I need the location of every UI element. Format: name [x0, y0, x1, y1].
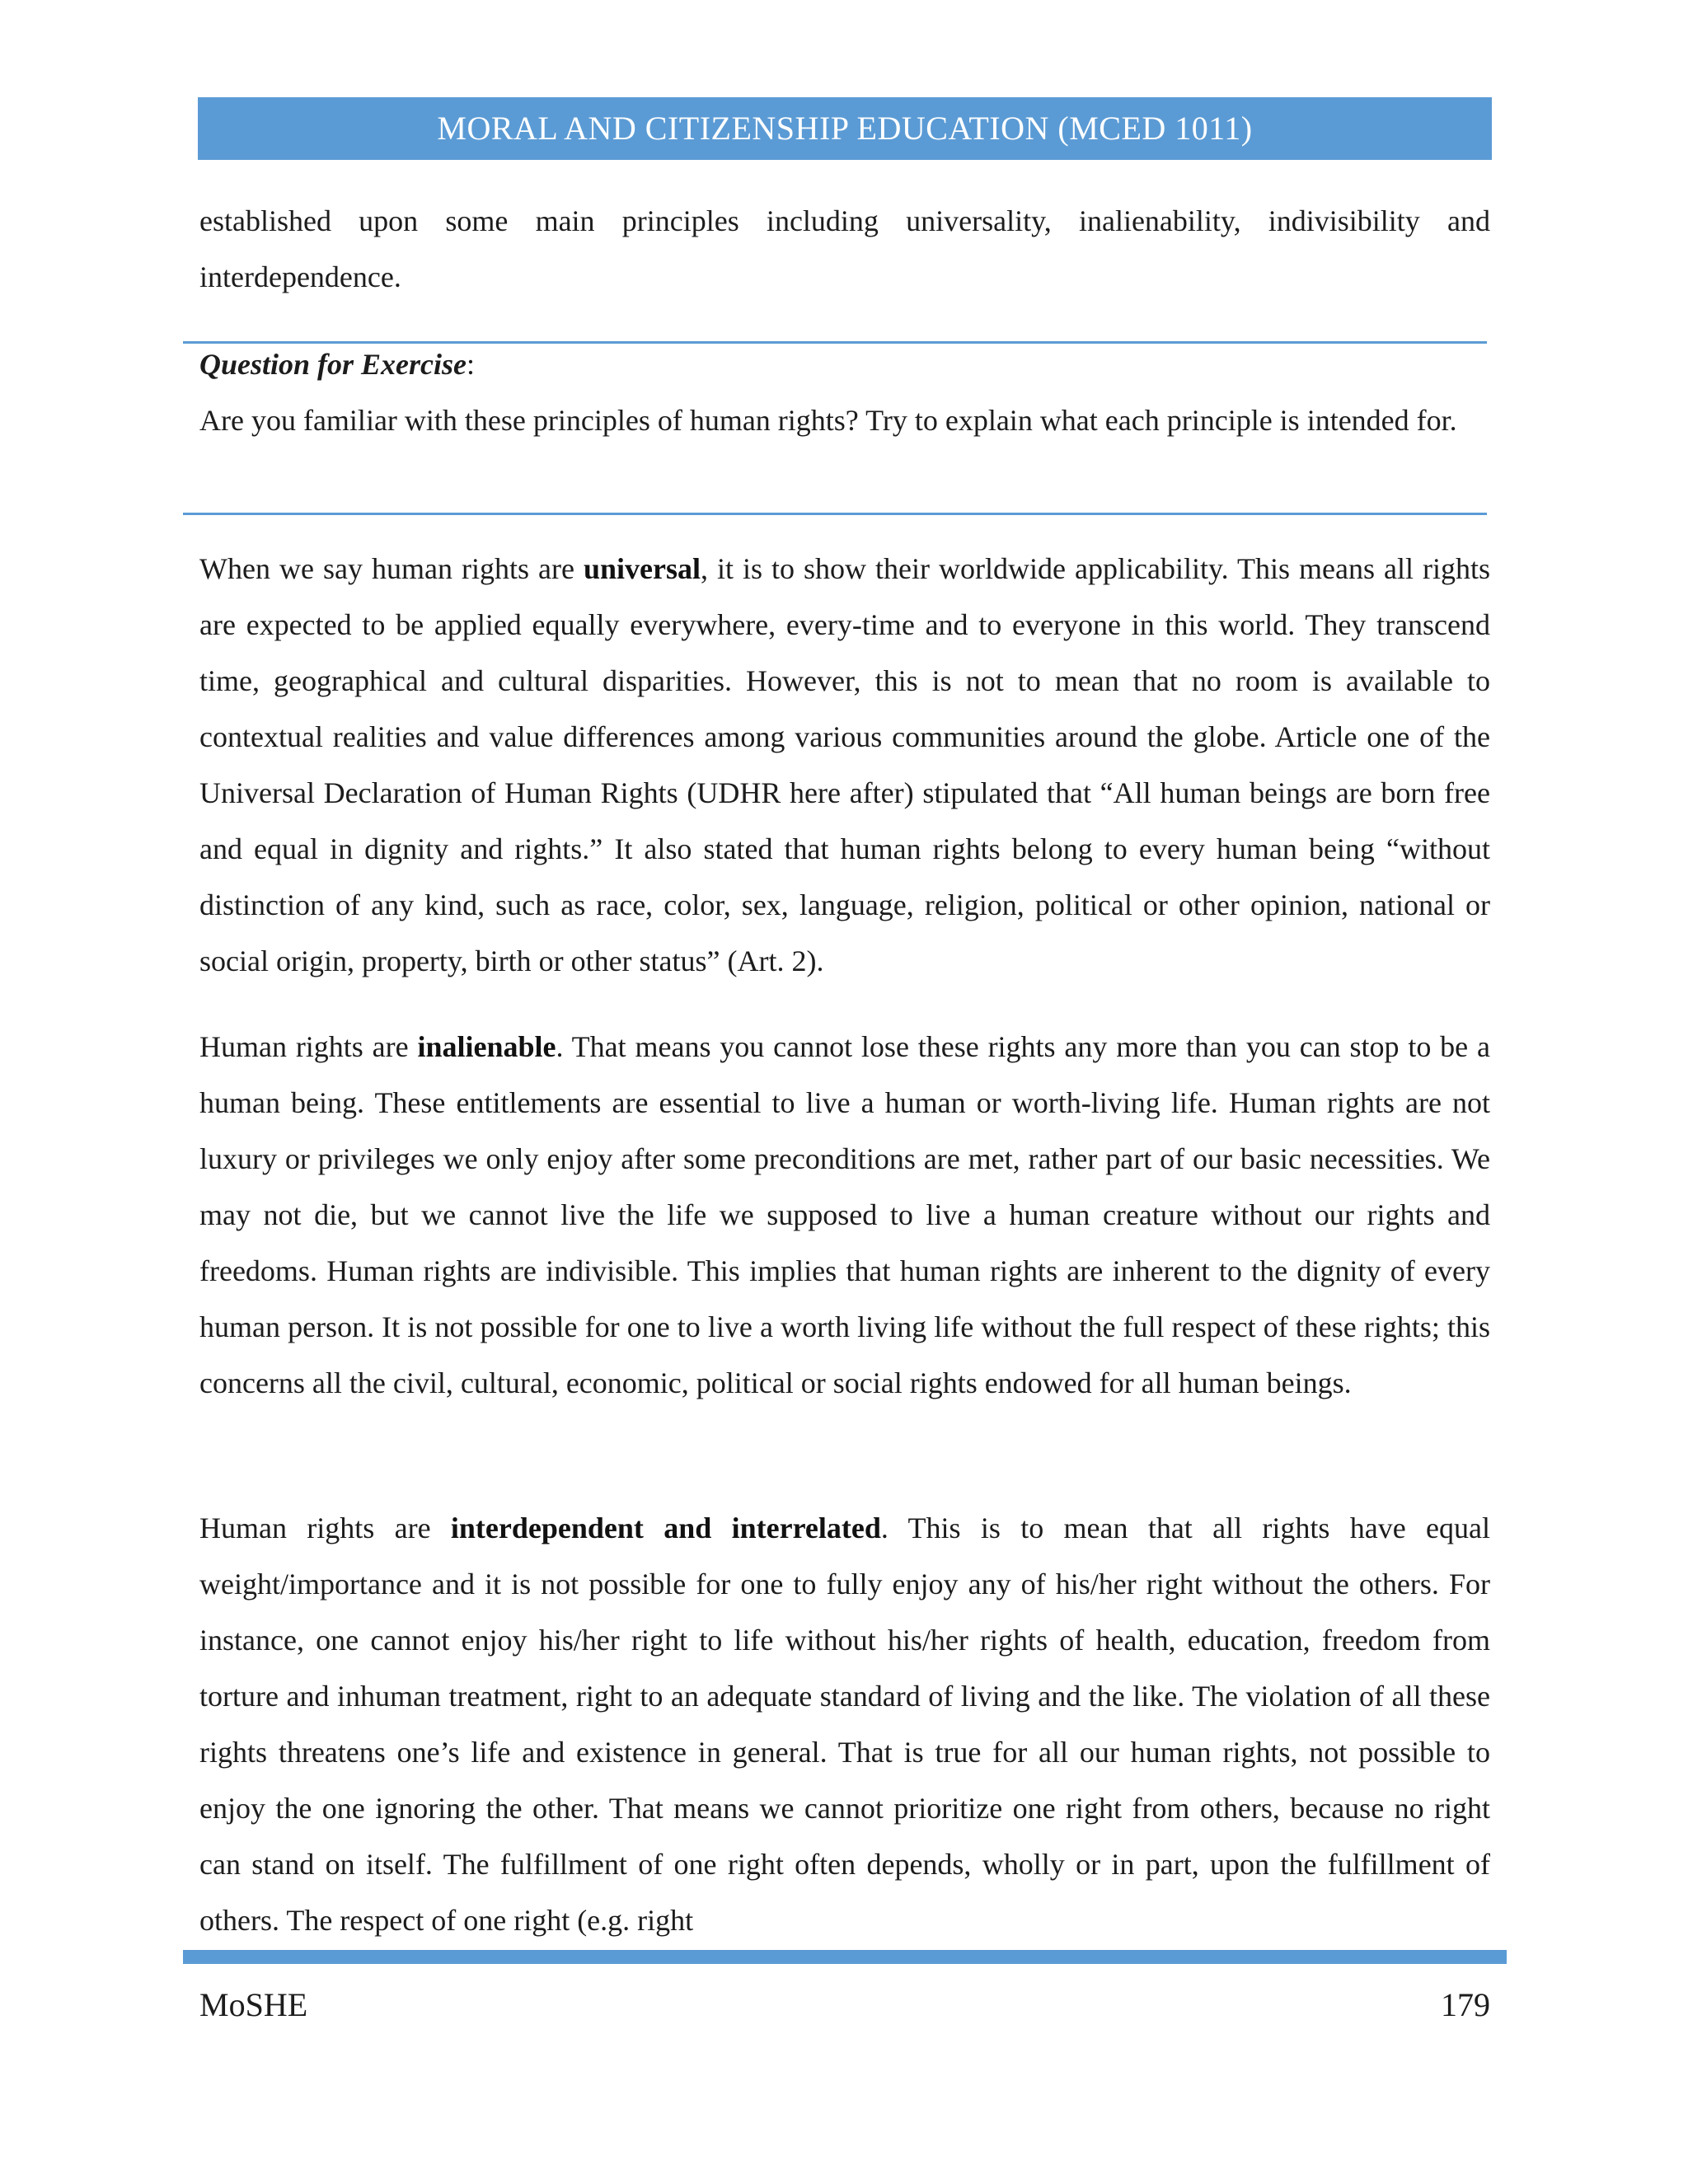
page-number: 179 — [1441, 1986, 1490, 2023]
interdependent-bold: interdependent and interrelated — [450, 1511, 881, 1544]
footer-rule — [183, 1950, 1507, 1964]
interdependent-text — [199, 1500, 1490, 1948]
exercise-heading — [199, 336, 1490, 392]
exercise-box — [199, 336, 1490, 448]
exercise-colon: : — [467, 348, 476, 381]
header-title: MORAL AND CITIZENSHIP EDUCATION (MCED 1011) — [437, 110, 1253, 147]
inalienable-bold: inalienable — [417, 1030, 556, 1063]
inalienable-paragraph — [199, 1019, 1490, 1411]
footer-publisher: MoSHE — [199, 1986, 308, 2023]
intro-paragraph — [199, 193, 1490, 305]
exercise-bottom-rule — [183, 513, 1487, 515]
inalienable-pre: Human rights are — [199, 1030, 418, 1063]
interdependent-pre: Human rights are — [199, 1511, 451, 1544]
exercise-question: Are you familiar with these principles of human rights? Try to explain what each principle is intended for. — [199, 404, 1457, 437]
interdependent-post: . This is to mean that all rights have equal weight/importance and it is not possible for one to fully enjoy any of his/her right without the others. For instance, one cannot enjoy his/her right to life without his/her rights of health, education, freedom from torture and inhuman treatment, right to an adequate standard of living and the like. The violation of all these rights threatens one’s life and existence in general. That is true for all our human rights, not possible to enjoy the one ignoring the other. That means we cannot prioritize one right from others, because no right can stand on itself. The fulfillment of one right often depends, wholly or in part, upon the fulfillment of others. The respect of one right (e.g. right — [199, 1511, 1490, 1937]
universal-post: , it is to show their worldwide applicability. This means all rights are expected to be applied equally everywhere, every-time and to everyone in this world. They transcend time, geographical and cultural disparities. However, this is not to mean that no room is available to contextual realities and value differences among various communities around the globe. Article one of the Universal Declaration of Human Rights (UDHR here after) stipulated that “All human beings are born free and equal in dignity and rights.” It also stated that human rights belong to every human being “without distinction of any kind, such as race, color, sex, language, religion, political or other opinion, national or social origin, property, birth or other status” (Art. 2). — [199, 552, 1490, 977]
universal-paragraph — [199, 541, 1490, 989]
universal-bold: universal — [583, 552, 701, 585]
exercise-title: Question for Exercise — [199, 348, 467, 381]
universal-pre: When we say human rights are — [199, 552, 584, 585]
inalienable-post: . That means you cannot lose these rights any more than you can stop to be a human being. These entitlements are essential to live a human or worth-living life. Human rights are not luxury or privileges we only enjoy after some preconditions are met, rather part of our basic necessities. We may not die, but we cannot live the life we supposed to live a human creature without our rights and freedoms. Human rights are indivisible. This implies that human rights are inherent to the dignity of every human person. It is not possible for one to live a worth living life without the full respect of these rights; this concerns all the civil, cultural, economic, political or social rights endowed for all human beings. — [199, 1030, 1490, 1399]
interdependent-paragraph — [199, 1500, 1490, 1948]
page-header — [198, 97, 1492, 160]
universal-text — [199, 541, 1490, 989]
intro-text: established upon some main principles including universality, inalienability, indivisibility and interdependence. — [199, 204, 1490, 293]
inalienable-text — [199, 1019, 1490, 1411]
